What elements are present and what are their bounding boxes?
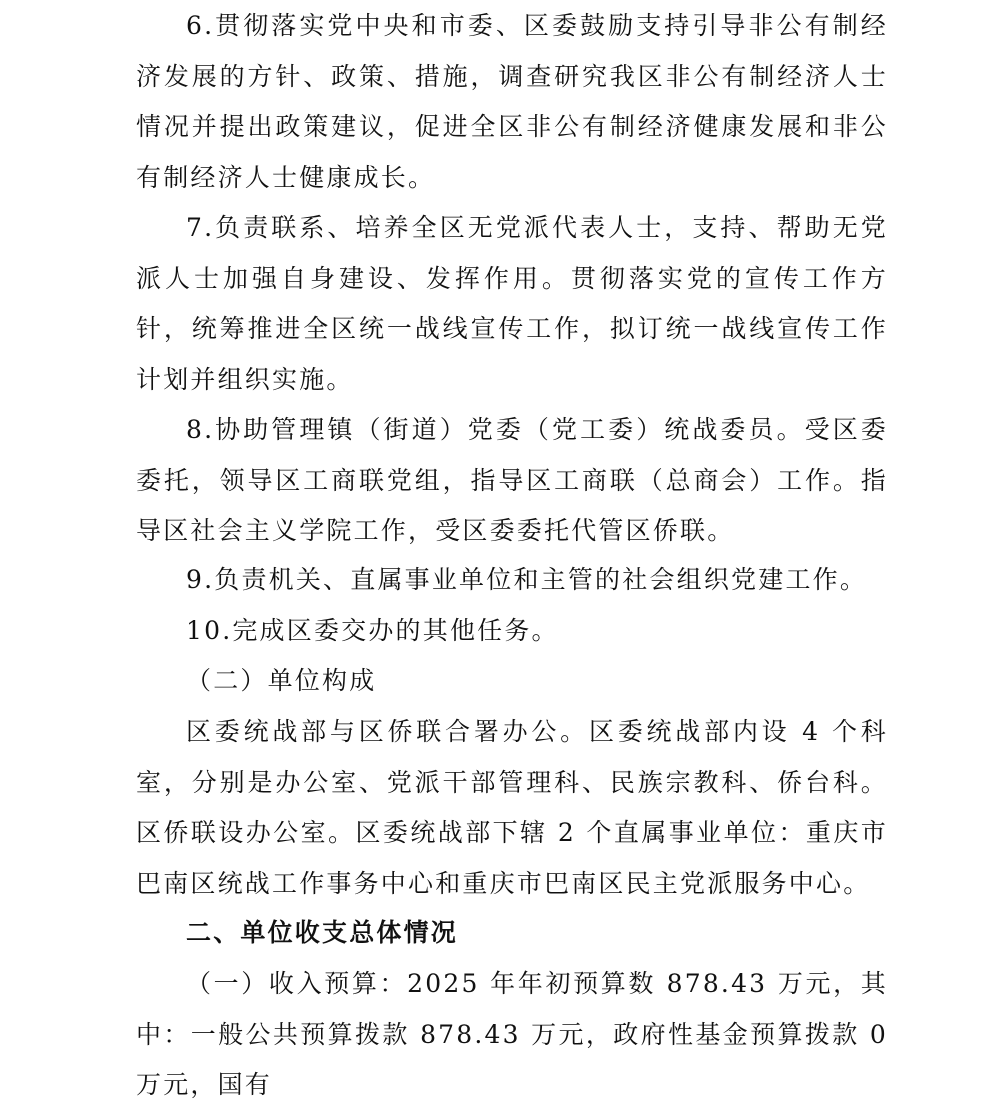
unit-composition-text: 区委统战部与区侨联合署办公。区委统战部内设 4 个科室，分别是办公室、党派干部管理科、民族宗教科、侨台科。区侨联设办公室。区委统战部下辖 2 个直属事业单位：重庆市巴南区统战工作事务中心和重庆市巴南区民主党派服务中心。 <box>136 717 888 898</box>
unit-composition-heading: （二）单位构成 <box>186 666 377 695</box>
duty-item-7: 7.负责联系、培养全区无党派代表人士，支持、帮助无党派人士加强自身建设、发挥作用。贯彻落实党的宣传工作方针，统筹推进全区统一战线宣传工作，拟订统一战线宣传工作计划并组织实施。 <box>136 213 888 394</box>
duty-item-9: 9.负责机关、直属事业单位和主管的社会组织党建工作。 <box>186 565 868 594</box>
income-budget-text: （一）收入预算：2025 年年初预算数 878.43 万元，其中：一般公共预算拨款 878.43 万元，政府性基金预算拨款 0 万元，国有 <box>136 969 888 1099</box>
duty-item-6: 6.贯彻落实党中央和市委、区委鼓励支持引导非公有制经济发展的方针、政策、措施，调查研究我区非公有制经济人士情况并提出政策建议，促进全区非公有制经济健康发展和非公有制经济人士健康成长。 <box>136 11 888 192</box>
duty-item-10: 10.完成区委交办的其他任务。 <box>186 616 559 645</box>
section-heading-income-expenditure: 二、单位收支总体情况 <box>186 918 459 947</box>
duty-item-8: 8.协助管理镇（街道）党委（党工委）统战委员。受区委委托，领导区工商联党组，指导区工商联（总商会）工作。指导区社会主义学院工作，受区委委托代管区侨联。 <box>136 415 888 545</box>
